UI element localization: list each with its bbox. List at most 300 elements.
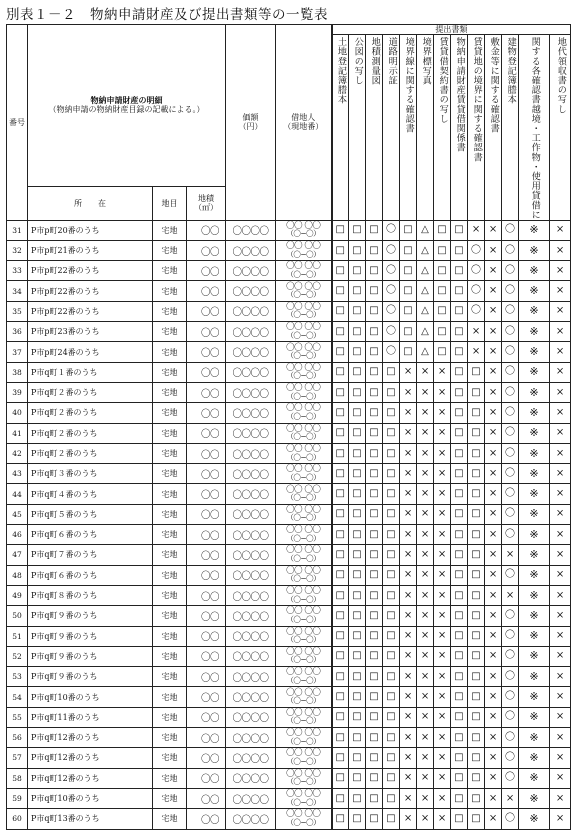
row-document-mark: □ [451, 443, 468, 463]
row-document-mark: □ [349, 788, 366, 808]
row-price: 〇〇〇〇 [226, 362, 276, 382]
row-document-mark: × [434, 809, 451, 829]
row-document-mark: □ [366, 281, 383, 301]
row-document-mark: 〇 [502, 484, 519, 504]
table-row [7, 423, 571, 443]
row-document-mark: × [485, 788, 502, 808]
row-tenant-lot: （〇−〇） [286, 249, 321, 259]
row-document-mark: × [417, 484, 434, 504]
row-document-mark: □ [332, 504, 349, 524]
row-document-mark: × [400, 585, 417, 605]
row-document-mark: 〇 [502, 748, 519, 768]
row-document-mark: × [417, 443, 434, 463]
row-document-mark: × [434, 545, 451, 565]
row-price: 〇〇〇〇 [226, 646, 276, 666]
row-document-mark: □ [366, 626, 383, 646]
row-document-mark: □ [400, 342, 417, 362]
row-document-mark: □ [383, 809, 400, 829]
row-document-mark: □ [349, 809, 366, 829]
row-tenant [276, 728, 332, 748]
row-document-mark: □ [349, 443, 366, 463]
row-location: P市p町22番のうち [28, 281, 153, 301]
row-document-mark: □ [366, 545, 383, 565]
row-document-mark: □ [383, 504, 400, 524]
row-document-mark: 〇 [502, 626, 519, 646]
row-document-mark: □ [400, 322, 417, 342]
row-land-category: 宅地 [153, 301, 187, 321]
table-row [7, 809, 571, 829]
row-tenant-name: 〇〇 〇〇 [286, 525, 321, 536]
row-area: 〇〇 [187, 626, 226, 646]
row-tenant [276, 626, 332, 646]
row-document-mark: □ [366, 464, 383, 484]
row-document-mark: □ [383, 626, 400, 646]
row-document-mark: × [400, 728, 417, 748]
row-tenant-lot: （〇−〇） [286, 411, 321, 421]
row-tenant-name: 〇〇 〇〇 [286, 444, 321, 454]
row-document-mark: × [434, 585, 451, 605]
row-tenant-name: 〇〇 〇〇 [286, 423, 321, 434]
row-document-mark: □ [332, 565, 349, 585]
row-land-category: 宅地 [153, 484, 187, 504]
row-land-category: 宅地 [153, 626, 187, 646]
row-location: P市q町６番のうち [28, 565, 153, 585]
row-document-mark: □ [366, 504, 383, 524]
row-location: P市q町７番のうち [28, 545, 153, 565]
row-document-mark: × [434, 382, 451, 402]
row-document-mark: ※ [519, 606, 550, 626]
row-document-mark: □ [468, 768, 485, 788]
row-document-mark: □ [451, 382, 468, 402]
row-document-mark: □ [332, 748, 349, 768]
row-document-mark: × [485, 504, 502, 524]
header-document-label: 建物登記簿謄本 [505, 37, 517, 105]
row-document-mark: ※ [519, 423, 550, 443]
row-location: P市p町24番のうち [28, 342, 153, 362]
row-tenant-name: 〇〇 〇〇 [286, 768, 321, 779]
row-document-mark: × [550, 443, 571, 463]
row-document-mark: □ [332, 301, 349, 321]
row-document-mark: × [485, 768, 502, 788]
row-document-mark: □ [332, 342, 349, 362]
row-document-mark: × [485, 667, 502, 687]
row-document-mark: 〇 [502, 464, 519, 484]
row-document-mark: □ [349, 382, 366, 402]
row-document-mark: △ [417, 281, 434, 301]
row-document-mark: × [550, 748, 571, 768]
row-tenant [276, 322, 332, 342]
row-document-mark: × [502, 545, 519, 565]
row-land-category: 宅地 [153, 768, 187, 788]
row-tenant-name: 〇〇 〇〇 [286, 565, 321, 576]
row-document-mark: □ [383, 443, 400, 463]
row-tenant-lot: （〇−〇） [286, 777, 321, 787]
row-document-mark: 〇 [502, 403, 519, 423]
row-document-mark: □ [332, 545, 349, 565]
row-document-mark: × [485, 220, 502, 240]
row-document-mark: □ [366, 646, 383, 666]
row-document-mark: × [417, 362, 434, 382]
row-document-mark: □ [451, 322, 468, 342]
row-document-mark: □ [349, 545, 366, 565]
row-number: 60 [7, 809, 28, 829]
row-area: 〇〇 [187, 525, 226, 545]
row-document-mark: □ [451, 565, 468, 585]
row-document-mark: ※ [519, 403, 550, 423]
row-document-mark: □ [366, 362, 383, 382]
row-price: 〇〇〇〇 [226, 504, 276, 524]
table-row [7, 565, 571, 585]
row-document-mark: 〇 [468, 301, 485, 321]
header-document-label: 地積測量図 [369, 37, 381, 86]
row-tenant-lot: （〇−〇） [286, 330, 321, 340]
header-document-11 [502, 35, 519, 220]
row-tenant-name: 〇〇 〇〇 [286, 362, 321, 373]
header-document-label: 道路明示証 [386, 37, 398, 86]
header-price-label: 価額 [242, 113, 259, 123]
row-document-mark: × [485, 464, 502, 484]
row-tenant-lot: （〇−〇） [286, 452, 321, 462]
row-tenant-lot: （〇−〇） [286, 513, 321, 523]
row-document-mark: □ [349, 322, 366, 342]
table-row [7, 484, 571, 504]
row-document-mark: ※ [519, 484, 550, 504]
row-area: 〇〇 [187, 342, 226, 362]
row-document-mark: □ [366, 809, 383, 829]
row-number: 39 [7, 382, 28, 402]
row-tenant [276, 362, 332, 382]
row-area: 〇〇 [187, 261, 226, 281]
row-tenant-lot: （〇−〇） [286, 756, 321, 766]
row-land-category: 宅地 [153, 748, 187, 768]
row-document-mark: ※ [519, 382, 550, 402]
row-tenant-name: 〇〇 〇〇 [286, 322, 321, 333]
table-row [7, 585, 571, 605]
row-tenant-name: 〇〇 〇〇 [286, 241, 321, 252]
row-tenant [276, 606, 332, 626]
row-document-mark: □ [468, 484, 485, 504]
row-area: 〇〇 [187, 809, 226, 829]
row-document-mark: □ [383, 728, 400, 748]
row-document-mark: □ [451, 768, 468, 788]
row-document-mark: □ [349, 646, 366, 666]
row-location: P市q町９番のうち [28, 667, 153, 687]
table-row [7, 545, 571, 565]
row-document-mark: □ [349, 565, 366, 585]
row-area: 〇〇 [187, 240, 226, 260]
row-land-category: 宅地 [153, 403, 187, 423]
row-area: 〇〇 [187, 281, 226, 301]
row-tenant [276, 707, 332, 727]
row-document-mark: □ [332, 585, 349, 605]
header-document-label: 敷金等に関する確認書 [488, 37, 500, 134]
row-document-mark: × [434, 646, 451, 666]
row-document-mark: □ [400, 220, 417, 240]
row-price: 〇〇〇〇 [226, 687, 276, 707]
row-document-mark: □ [400, 261, 417, 281]
row-document-mark: □ [451, 687, 468, 707]
row-area: 〇〇 [187, 362, 226, 382]
row-document-mark: ※ [519, 687, 550, 707]
row-location: P市q町９番のうち [28, 606, 153, 626]
row-price: 〇〇〇〇 [226, 443, 276, 463]
header-price [226, 25, 276, 221]
row-document-mark: □ [349, 484, 366, 504]
row-tenant-lot: （〇−〇） [286, 716, 321, 726]
row-document-mark: 〇 [502, 646, 519, 666]
row-document-mark: × [417, 464, 434, 484]
row-tenant [276, 443, 332, 463]
row-document-mark: □ [332, 728, 349, 748]
row-tenant-lot: （〇−〇） [286, 614, 321, 624]
header-document-7 [434, 35, 451, 220]
row-document-mark: □ [451, 484, 468, 504]
row-document-mark: □ [451, 240, 468, 260]
row-document-mark: 〇 [383, 342, 400, 362]
table-row [7, 362, 571, 382]
row-document-mark: □ [349, 261, 366, 281]
row-document-mark: □ [451, 342, 468, 362]
row-document-mark: □ [332, 707, 349, 727]
row-document-mark: □ [451, 809, 468, 829]
row-tenant-name: 〇〇 〇〇 [286, 809, 321, 820]
row-price: 〇〇〇〇 [226, 382, 276, 402]
header-document-3 [366, 35, 383, 220]
header-document-label: 境界線に関する確認書 [403, 37, 415, 134]
row-document-mark: □ [468, 728, 485, 748]
row-document-mark: □ [366, 403, 383, 423]
row-document-mark: □ [383, 525, 400, 545]
row-location: P市q町12番のうち [28, 748, 153, 768]
row-document-mark: □ [332, 423, 349, 443]
row-document-mark: □ [366, 606, 383, 626]
row-document-mark: × [400, 484, 417, 504]
row-document-mark: □ [366, 220, 383, 240]
row-document-mark: □ [400, 301, 417, 321]
row-document-mark: □ [451, 464, 468, 484]
row-document-mark: □ [451, 728, 468, 748]
row-document-mark: □ [451, 545, 468, 565]
row-price: 〇〇〇〇 [226, 606, 276, 626]
row-price: 〇〇〇〇 [226, 707, 276, 727]
row-document-mark: 〇 [502, 768, 519, 788]
row-document-mark: × [550, 585, 571, 605]
row-number: 42 [7, 443, 28, 463]
table-row [7, 525, 571, 545]
header-area [187, 186, 226, 220]
row-document-mark: 〇 [383, 301, 400, 321]
row-tenant [276, 687, 332, 707]
row-document-mark: × [550, 301, 571, 321]
row-price: 〇〇〇〇 [226, 261, 276, 281]
row-document-mark: □ [434, 261, 451, 281]
header-document-label: 公図の写し [352, 37, 364, 86]
row-document-mark: × [550, 565, 571, 585]
row-document-mark: × [485, 525, 502, 545]
header-documents-group: 提出書類 [332, 25, 571, 35]
row-area: 〇〇 [187, 565, 226, 585]
row-tenant-lot: （〇−〇） [286, 675, 321, 685]
row-location: P市q町10番のうち [28, 788, 153, 808]
row-document-mark: □ [383, 585, 400, 605]
row-tenant-lot: （〇−〇） [286, 736, 321, 746]
row-document-mark: □ [332, 667, 349, 687]
row-area: 〇〇 [187, 748, 226, 768]
row-document-mark: 〇 [383, 322, 400, 342]
row-document-mark: × [400, 464, 417, 484]
row-document-mark: × [400, 382, 417, 402]
row-number: 31 [7, 220, 28, 240]
row-price: 〇〇〇〇 [226, 342, 276, 362]
row-document-mark: × [434, 687, 451, 707]
row-document-mark: □ [451, 788, 468, 808]
header-tenant-sub: （現地番） [283, 122, 324, 132]
row-document-mark: × [417, 667, 434, 687]
row-tenant [276, 281, 332, 301]
row-number: 38 [7, 362, 28, 382]
row-document-mark: □ [468, 464, 485, 484]
row-tenant-lot: （〇−〇） [286, 533, 321, 543]
row-document-mark: × [485, 626, 502, 646]
row-document-mark: × [434, 788, 451, 808]
row-tenant [276, 768, 332, 788]
table-row [7, 504, 571, 524]
row-document-mark: □ [383, 788, 400, 808]
row-document-mark: × [550, 707, 571, 727]
row-document-mark: □ [332, 646, 349, 666]
row-land-category: 宅地 [153, 504, 187, 524]
row-document-mark: □ [366, 484, 383, 504]
row-document-mark: □ [366, 443, 383, 463]
table-row [7, 646, 571, 666]
row-document-mark: × [485, 646, 502, 666]
row-land-category: 宅地 [153, 585, 187, 605]
row-document-mark: 〇 [502, 525, 519, 545]
header-property-title: 物納申請財産の明細 [90, 95, 163, 106]
row-document-mark: □ [468, 788, 485, 808]
row-document-mark: □ [349, 362, 366, 382]
row-document-mark: × [417, 423, 434, 443]
table-row [7, 788, 571, 808]
header-document-label: 物納申請財産賃貸借関係書 [454, 37, 466, 153]
header-document-label: 境界標写真 [420, 37, 432, 86]
row-land-category: 宅地 [153, 281, 187, 301]
table-row [7, 626, 571, 646]
table-row [7, 301, 571, 321]
row-document-mark: □ [383, 403, 400, 423]
row-document-mark: □ [349, 403, 366, 423]
row-document-mark: × [485, 281, 502, 301]
row-document-mark: ※ [519, 281, 550, 301]
row-land-category: 宅地 [153, 525, 187, 545]
row-document-mark: ※ [519, 667, 550, 687]
row-document-mark: □ [349, 687, 366, 707]
row-document-mark: □ [349, 585, 366, 605]
row-document-mark: ※ [519, 261, 550, 281]
row-tenant [276, 240, 332, 260]
table-row [7, 443, 571, 463]
row-number: 51 [7, 626, 28, 646]
row-tenant-name: 〇〇 〇〇 [286, 789, 321, 800]
row-document-mark: ※ [519, 565, 550, 585]
row-area: 〇〇 [187, 768, 226, 788]
header-document-6 [417, 35, 434, 220]
row-tenant-name: 〇〇 〇〇 [286, 301, 321, 312]
row-document-mark: × [400, 504, 417, 524]
row-location: P市p町23番のうち [28, 322, 153, 342]
row-document-mark: □ [383, 484, 400, 504]
row-number: 58 [7, 768, 28, 788]
row-document-mark: □ [366, 423, 383, 443]
row-number: 44 [7, 484, 28, 504]
row-number: 54 [7, 687, 28, 707]
row-document-mark: □ [332, 809, 349, 829]
row-area: 〇〇 [187, 301, 226, 321]
row-document-mark: ※ [519, 504, 550, 524]
row-tenant-name: 〇〇 〇〇 [286, 220, 321, 231]
header-location: 所 在 [28, 186, 153, 220]
row-document-mark: ※ [519, 220, 550, 240]
row-document-mark: □ [332, 382, 349, 402]
row-document-mark: × [550, 484, 571, 504]
row-land-category: 宅地 [153, 382, 187, 402]
row-document-mark: × [400, 667, 417, 687]
row-location: P市q町８番のうち [28, 585, 153, 605]
row-document-mark: × [550, 687, 571, 707]
row-document-mark: □ [434, 301, 451, 321]
row-document-mark: × [417, 748, 434, 768]
row-document-mark: □ [468, 362, 485, 382]
row-document-mark: 〇 [383, 220, 400, 240]
row-tenant [276, 382, 332, 402]
row-price: 〇〇〇〇 [226, 484, 276, 504]
header-property-subtitle: （物納申請の物納財産目録の記載による。） [48, 105, 205, 115]
row-document-mark: × [485, 322, 502, 342]
row-tenant-lot: （〇−〇） [286, 574, 321, 584]
header-tenant [276, 25, 332, 221]
row-document-mark: × [550, 504, 571, 524]
row-tenant [276, 301, 332, 321]
row-document-mark: ※ [519, 362, 550, 382]
row-document-mark: □ [349, 423, 366, 443]
row-land-category: 宅地 [153, 240, 187, 260]
row-document-mark: × [400, 809, 417, 829]
row-document-mark: □ [451, 707, 468, 727]
header-document-5 [400, 35, 417, 220]
row-document-mark: □ [383, 707, 400, 727]
row-document-mark: × [400, 565, 417, 585]
row-tenant-name: 〇〇 〇〇 [286, 403, 321, 414]
row-document-mark: □ [349, 728, 366, 748]
row-tenant-name: 〇〇 〇〇 [286, 464, 321, 475]
row-number: 49 [7, 585, 28, 605]
row-number: 35 [7, 301, 28, 321]
header-document-label: 地代領収書の写し [555, 37, 567, 114]
row-document-mark: × [550, 362, 571, 382]
row-price: 〇〇〇〇 [226, 322, 276, 342]
row-tenant-name: 〇〇 〇〇 [286, 586, 321, 597]
row-document-mark: □ [451, 606, 468, 626]
row-document-mark: □ [366, 707, 383, 727]
row-tenant-lot: （〇−〇） [286, 391, 321, 401]
table-row [7, 281, 571, 301]
row-document-mark: 〇 [502, 606, 519, 626]
row-document-mark: □ [332, 261, 349, 281]
row-document-mark: □ [332, 525, 349, 545]
row-document-mark: 〇 [383, 261, 400, 281]
row-tenant [276, 545, 332, 565]
row-document-mark: × [417, 809, 434, 829]
